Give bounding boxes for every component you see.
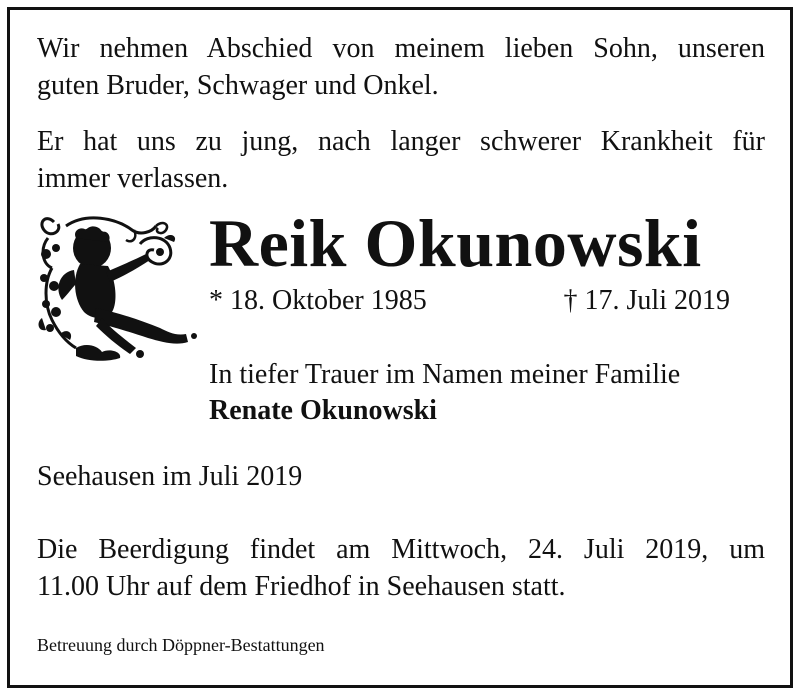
intro-line: Wir nehmen Abschied von meinem lieben Sohn, unseren xyxy=(37,33,765,64)
intro-line: guten Bruder, Schwager und Onkel. xyxy=(37,70,439,101)
place-date: Seehausen im Juli 2019 xyxy=(37,461,303,492)
life-dates xyxy=(209,284,730,318)
illness-paragraph xyxy=(37,123,765,197)
funeral-home-credit: Betreuung durch Döppner-Bestattungen xyxy=(37,635,325,655)
deceased-name: Reik Okunowski xyxy=(209,205,702,281)
funeral-line: Die Beerdigung findet am Mittwoch, 24. Juli 2019, um xyxy=(37,534,765,565)
cherub-silhouette-icon xyxy=(36,208,202,368)
mourning-block xyxy=(209,357,680,429)
signer-name: Renate Okunowski xyxy=(209,395,437,426)
death-date: † 17. Juli 2019 xyxy=(563,285,730,316)
birth-date: * 18. Oktober 1985 xyxy=(209,285,427,316)
funeral-paragraph xyxy=(37,531,765,605)
illness-line: Er hat uns zu jung, nach langer schwerer Krankheit für xyxy=(37,126,765,157)
mourning-line: In tiefer Trauer im Namen meiner Familie xyxy=(209,359,681,390)
illness-line: immer verlassen. xyxy=(37,163,229,194)
funeral-line: 11.00 Uhr auf dem Friedhof in Seehausen statt. xyxy=(37,571,566,602)
intro-paragraph xyxy=(37,30,765,104)
